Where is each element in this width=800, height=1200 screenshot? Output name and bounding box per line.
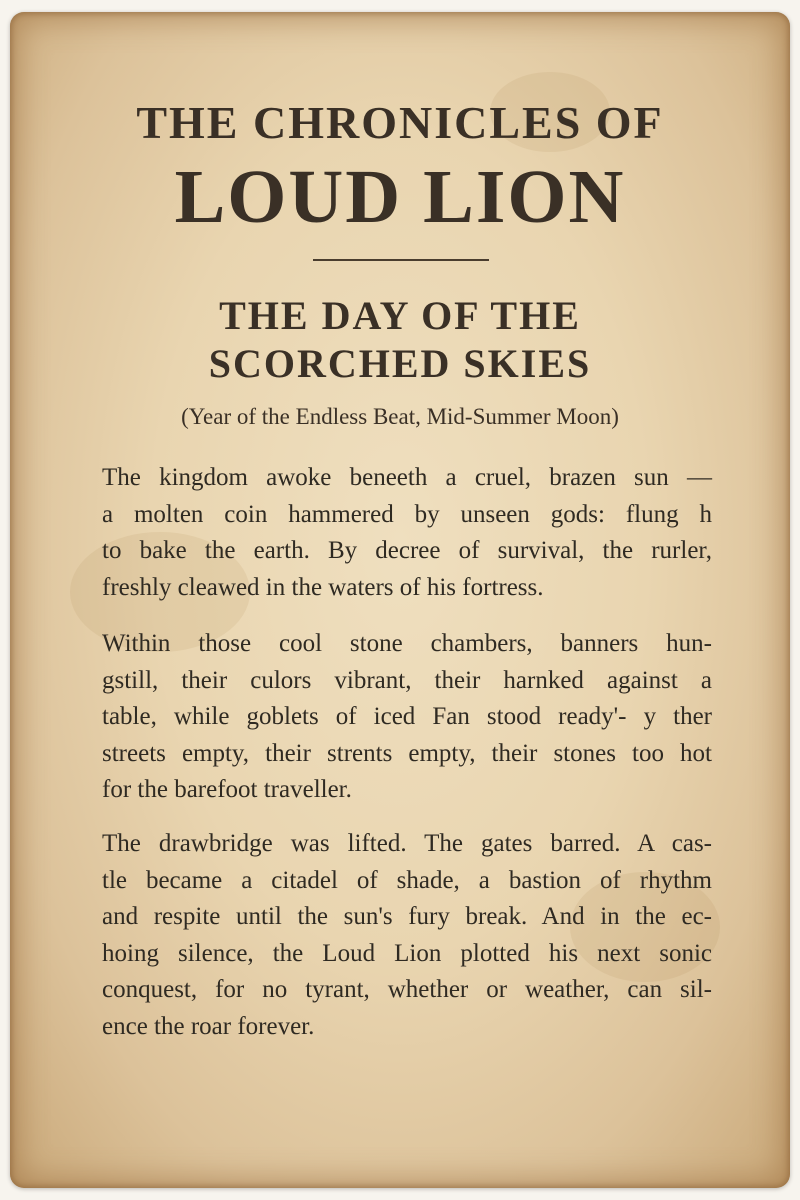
- paragraph-1: [102, 460, 712, 606]
- paragraph-line: gstill, their culors vibrant, their harnked against a: [102, 666, 712, 694]
- chapter-title: [10, 292, 790, 388]
- title-divider: [313, 259, 489, 261]
- paragraph-line: The kingdom awoke beneeth a cruel, brazen sun —: [102, 464, 712, 491]
- paragraph-line: streets empty, their strents empty, their stones too hot: [102, 739, 712, 767]
- paragraph-line: table, while goblets of iced Fan stood ready'- y ther: [102, 703, 712, 730]
- chapter-title-line1: THE DAY OF THE: [219, 293, 581, 338]
- paragraph-2: [102, 626, 712, 809]
- paragraph-line: freshly cleawed in the waters of his fortress.: [102, 573, 544, 601]
- paragraph-line: The drawbridge was lifted. The gates barred. A cas-: [102, 830, 712, 857]
- paragraph-line: hoing silence, the Loud Lion plotted his next sonic: [102, 939, 712, 967]
- paragraph-line: and respite until the sun's fury break. And in the ec-: [102, 903, 712, 930]
- paragraph-3: [102, 826, 712, 1045]
- paragraph-line: tle became a citadel of shade, a bastion of rhythm: [102, 866, 712, 894]
- chapter-dateline: (Year of the Endless Beat, Mid-Summer Moon): [181, 404, 619, 429]
- chapter-title-line2: SCORCHED SKIES: [208, 341, 592, 386]
- paragraph-line: to bake the earth. By decree of survival, the rurler,: [102, 537, 712, 564]
- book-title-line1: THE CHRONICLES OF: [136, 97, 664, 148]
- paragraph-line: for the barefoot traveller.: [102, 776, 352, 803]
- book-title-line2: LOUD LION: [174, 155, 626, 239]
- paragraph-line: conquest, for no tyrant, whether or weather, can sil-: [102, 976, 712, 1003]
- paragraph-line: Within those cool stone chambers, banners hun-: [102, 630, 712, 657]
- parchment-page: [10, 12, 790, 1188]
- paragraph-line: ence the roar forever.: [102, 1012, 315, 1040]
- paragraph-line: a molten coin hammered by unseen gods: flung h: [102, 500, 712, 528]
